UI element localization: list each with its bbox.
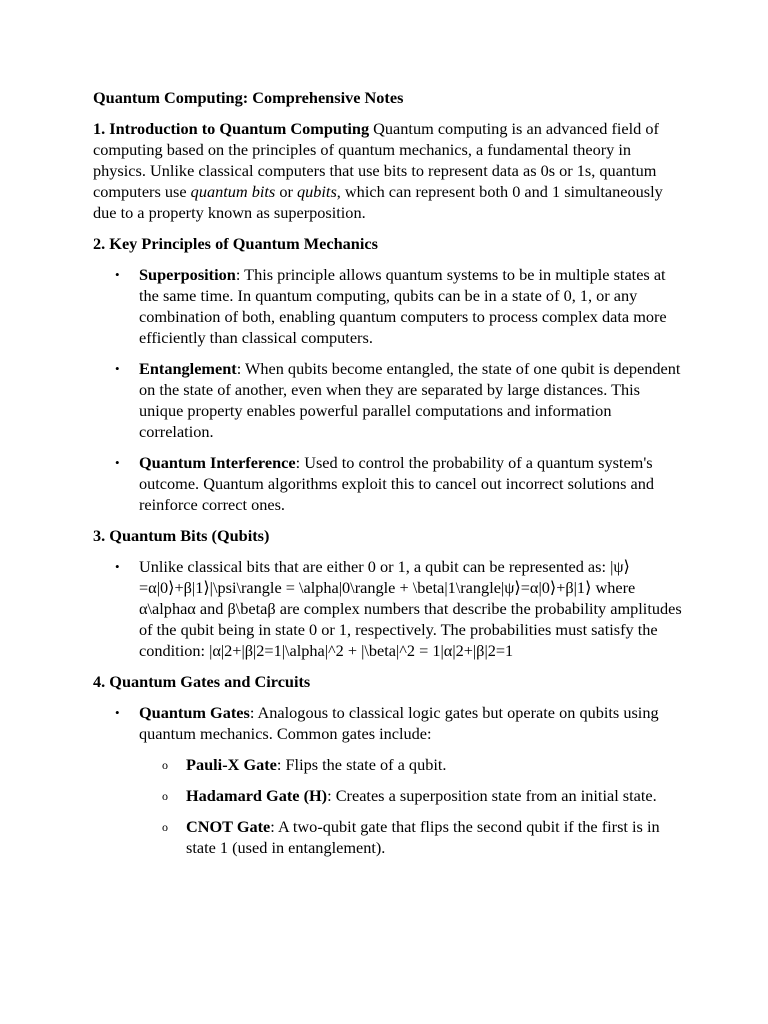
sub-item-hadamard: o Hadamard Gate (H): Creates a superposition state from an initial state. [139, 785, 683, 806]
section-1-heading: 1. Introduction to Quantum Computing [93, 119, 370, 138]
qubits-list [93, 556, 683, 661]
section-introduction: 1. Introduction to Quantum Computing Quantum computing is an advanced field of computing based on the principles of quantum mechanics, a fundamental theory in physics. Unlike classical computers that use bits to represent data as 0s or 1s, quantum computers use quantum bits or qubits, which can represent both 0 and 1 simultaneously due to a property known as superposition. [93, 119, 663, 222]
list-item-interference: • Quantum Interference: Used to control the probability of a quantum system's outcome. Quantum algorithms exploit this to cancel out incorrect solutions and reinforce correct ones. [93, 452, 683, 515]
list-item-quantum-gates: • Quantum Gates: Analogous to classical logic gates but operate on qubits using quantum mechanics. Common gates include: o Pauli-X Gate: Flips the state of a qubit. o Hadamard Gate (H): Creates a superposition state from an initial state. o CNOT Gate: A two-qubit gate that flips the second qubit if the first is in state 1 (used in entanglement). [93, 702, 683, 858]
section-2-heading: 2. Key Principles of Quantum Mechanics [93, 234, 378, 253]
sub-item-cnot: o CNOT Gate: A two-qubit gate that flips the second qubit if the first is in state 1 (used in entanglement). [139, 816, 683, 858]
section-4-heading: 4. Quantum Gates and Circuits [93, 672, 311, 691]
gates-list [93, 702, 683, 858]
list-item-superposition: • Superposition: This principle allows quantum systems to be in multiple states at the same time. In quantum computing, qubits can be in a state of 0, 1, or any combination of both, enabling quantum computers to process complex data more efficiently than classical computers. [93, 264, 683, 348]
document-title: Quantum Computing: Comprehensive Notes [93, 88, 404, 107]
list-item-qubit-representation: • Unlike classical bits that are either 0 or 1, a qubit can be represented as: |ψ⟩=α|0⟩+β|1⟩|\psi\rangle = \alpha|0\rangle + \beta|1\rangle|ψ⟩=α|0⟩+β|1⟩ where α\alphaα and β\betaβ are complex numbers that describe the probability amplitudes of the qubit being in state 0 or 1, respectively. The probabilities must satisfy the condition: |α|2+|β|2=1|\alpha|^2 + |\beta|^2 = 1|α|2+|β|2=1 [93, 556, 683, 661]
principles-list [93, 264, 683, 515]
sub-item-pauli-x: o Pauli-X Gate: Flips the state of a qubit. [139, 754, 683, 775]
document-page [93, 87, 683, 868]
gate-types-list [139, 754, 683, 858]
list-item-entanglement: • Entanglement: When qubits become entangled, the state of one qubit is dependent on the state of another, even when they are separated by large distances. This unique property enables powerful parallel computations and information correlation. [93, 358, 683, 442]
section-3-heading: 3. Quantum Bits (Qubits) [93, 526, 270, 545]
